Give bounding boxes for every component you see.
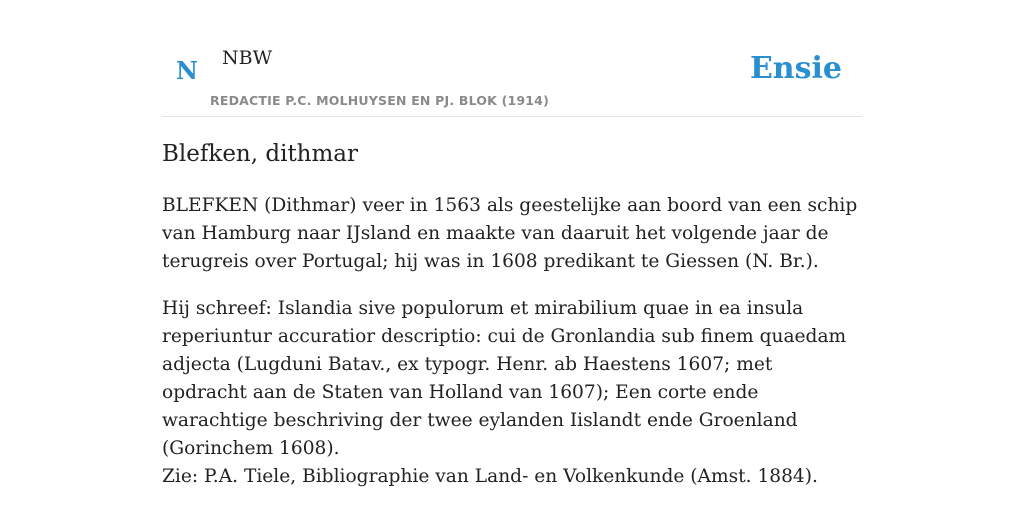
article-paragraph: BLEFKEN (Dithmar) veer in 1563 als geestelijke aan boord van een schip van Hamburg naar IJsland en maakte van daaruit het volgende jaar de terugreis over Portugal; hij was in 1608 predikant te Giessen (N. Br.). [162, 195, 858, 272]
article-title: Blefken, dithmar [162, 141, 359, 167]
article-reference: Zie: P.A. Tiele, Bibliographie van Land- en Volkenkunde (Amst. 1884). [162, 466, 818, 487]
source-subtitle: REDACTIE P.C. MOLHUYSEN EN PJ. BLOK (1914) [210, 93, 549, 108]
page-container [162, 0, 862, 487]
brand-logo[interactable]: Ensie [749, 51, 842, 86]
source-header [162, 0, 862, 117]
article-paragraph: Hij schreef: Islandia sive populorum et mirabilium quae in ea insula reperiuntur accuratior descriptio: cui de Gronlandia sub finem quaedam adjecta (Lugduni Batav., ex typogr. Henr. ab Haestens 1607; met opdracht aan de Staten van Holland van 1607); Een corte ende warachtige beschriving der twee eylanden Iislandt ende Groenland (Gorinchem 1608). [162, 298, 847, 459]
source-name[interactable]: NBW [222, 47, 273, 69]
source-logo[interactable]: N [176, 56, 198, 85]
